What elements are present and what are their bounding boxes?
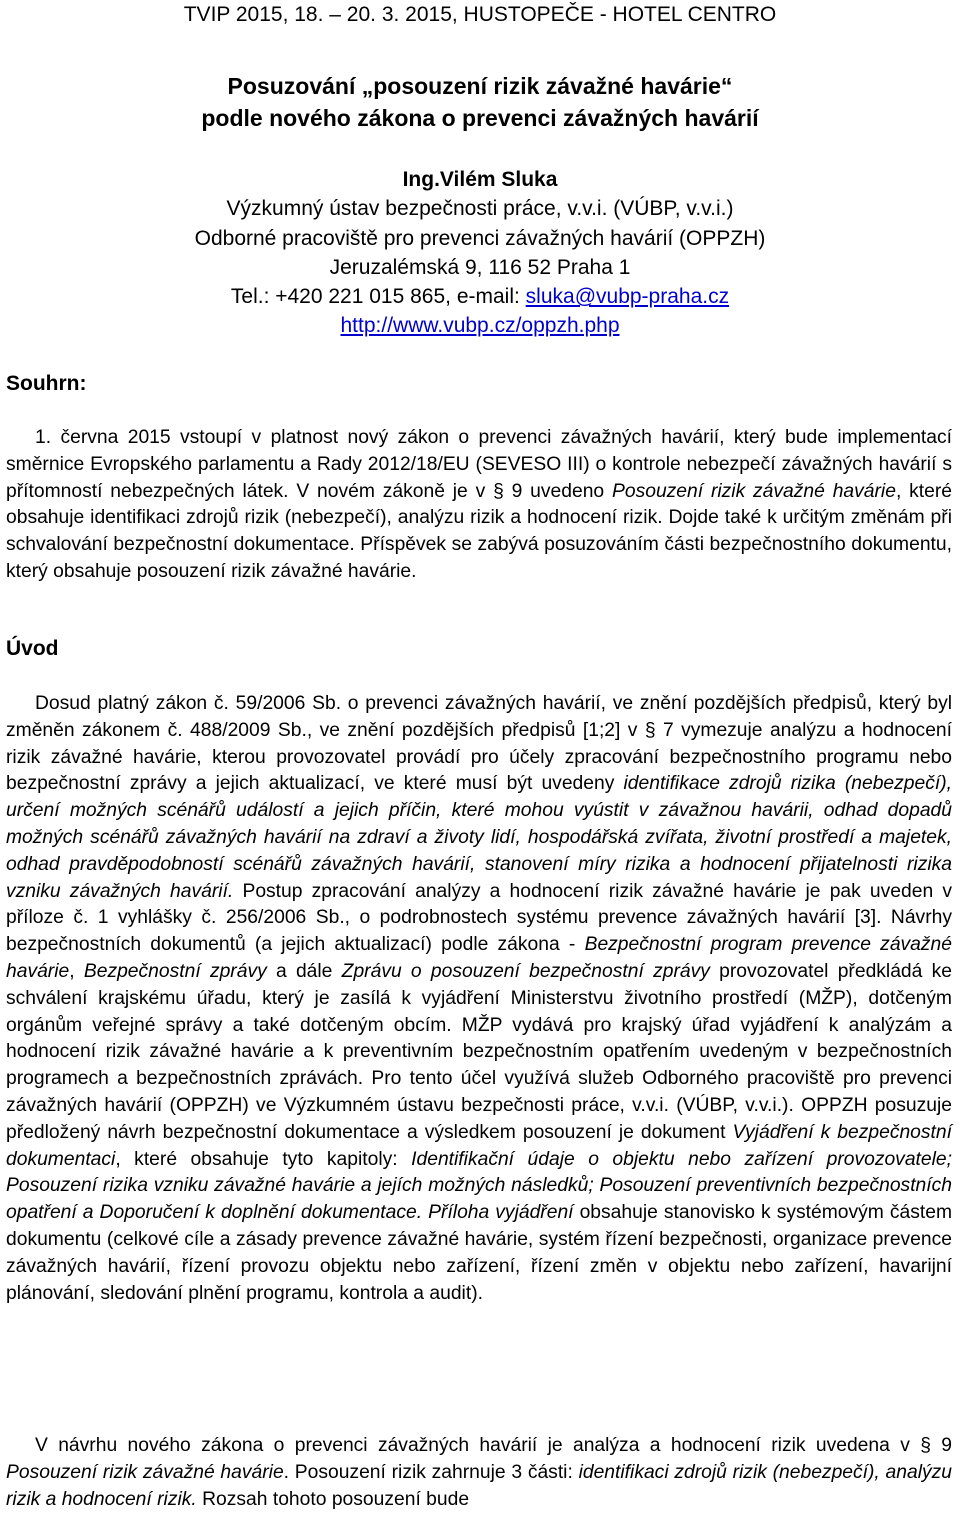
intro-text: . Posouzení rizik zahrnuje 3 části: [283,1461,579,1483]
intro-italic: Posouzení rizik závažné havárie [6,1461,284,1483]
intro-italic: Bezpečnostní zprávy [83,960,267,982]
intro-italic: Bezpečnostní program prevence závažné havárie [6,934,952,982]
intro-italic: Identifikační údaje o objektu nebo zařízení provozovatele; Posouzení rizika vzniku závažné havárie a jejích možných následků; Posouzení preventivních bezpečnostních opatření a Doporučení k doplnění dokumentace. [6,1148,952,1224]
author-address: Jeruzalémská 9, 116 52 Praha 1 [329,255,631,279]
intro-paragraph-1 [6,691,952,1307]
summary-text-1: 1. června 2015 vstoupí v platnost nový zákon o prevenci závažných havárií, který bude implementací směrnice Evropského parlamentu a Rady 2012/18/EU (SEVESO III) o kontrole nebezpečí závažných havárií s přítomností nebezpečných látek. V novém zákoně je v § 9 uvedeno [6,427,952,502]
summary-italic-1: Posouzení rizik závažné havárie [612,480,896,502]
intro-italic: identifikaci zdrojů rizik (nebezpečí), analýzu rizik a hodnocení rizik. [6,1461,952,1510]
intro-text: Dosud platný zákon č. 59/2006 Sb. o prevenci závažných havárií, ve znění pozdějších předpisů, který byl změněn zákonem č. 488/2009 Sb., ve znění pozdějších předpisů [1;2] v § 7 vymezuje analýzu a hodnocení rizik závažné havárie, kterou provozovatel provádí pro účely zpracování bezpečnostního programu nebo bezpečnostní zprávy a jejich aktualizací, ve které musí být uvedeny [6,693,952,795]
summary-heading: Souhrn: [6,372,87,395]
website-link[interactable]: http://www.vubp.cz/oppzh.php [340,314,620,338]
author-contact [0,282,960,311]
conference-header: TVIP 2015, 18. – 20. 3. 2015, HUSTOPEČE - HOTEL CENTRO [183,3,777,26]
author-affiliation-1: Výzkumný ústav bezpečnosti práce, v.v.i. (VÚBP, v.v.i.) [226,197,734,221]
title-line-2: podle nového zákona o prevenci závažných havárií [201,105,759,131]
intro-text: V návrhu nového zákona o prevenci závažných havárií je analýza a hodnocení rizik uvedena v § 9 [35,1435,952,1456]
summary-paragraph [6,425,952,586]
intro-text: , které obsahuje tyto kapitoly: [115,1148,412,1170]
intro-italic: identifikace zdrojů rizika (nebezpečí), určení možných scénářů událostí a jejich příčin, které mohou vyústit v závažnou havárii, odhad dopadů možných scénářů závažných havárií na zdraví a životy lidí, hospodářská zvířata, životní prostředí a majetek, odhad pravděpodobností scénářů závažných havárií, stanovení míry rizika a hodnocení přijatelnosti rizika vzniku závažných havárií. [6,773,953,902]
contact-prefix: Tel.: +420 221 015 865, e-mail: [230,285,526,309]
intro-heading: Úvod [6,637,59,660]
intro-text: , [69,960,84,982]
intro-text: Rozsah tohoto posouzení bude [196,1488,470,1510]
email-link[interactable]: sluka@vubp-praha.cz [525,285,730,309]
author-affiliation-2: Odborné pracoviště pro prevenci závažných havárií (OPPZH) [194,226,766,250]
summary-text-2: , které obsahuje identifikaci zdrojů rizik (nebezpečí), analýzu rizik a hodnocení rizik. Dojde také k určitým změnám při schvalování bezpečnostní dokumentace. Příspěvek se zabývá posuzováním části bezpečnostního dokumentu, který obsahuje posouzení rizik závažné havárie. [6,480,952,582]
url-line [0,311,960,340]
intro-italic: Zprávu o posouzení bezpečnostní zprávy [341,960,710,982]
intro-text: obsahuje stanovisko k systémovým částem dokumentu (celkové cíle a zásady prevence závažné havárie, systém řízení bezpečnosti, organizace prevence závažných havárií, řízení provozu objektu nebo zařízení, řízení změn v objektu nebo zařízení, havarijní plánování, sledování plnění programu, kontrola a audit). [6,1202,953,1304]
intro-italic: Příloha vyjádření [428,1202,574,1224]
intro-italic: Vyjádření k bezpečnostní dokumentaci [6,1121,952,1170]
intro-text: a dále [266,960,342,982]
intro-paragraph-2 [6,1433,952,1513]
intro-text: provozovatel předkládá ke schválení krajskému úřadu, který je zasílá k vyjádření Ministerstvu životního prostředí (MŽP), dotčeným orgánům veřejné správy a také dotčeným obcím. MŽP vydává pro krajský úřad vyjádření k analýzám a hodnocení rizik závažné havárie a k preventivním bezpečnostním opatřením uvedeným v bezpečnostních programech a bezpečnostních zprávách. Pro tento účel využívá služeb Odborného pracoviště pro prevenci závažných havárií (OPPZH) ve Výzkumném ústavu bezpečnosti práce, v.v.i. (VÚBP, v.v.i.). OPPZH posuzuje předložený návrh bezpečnostní dokumentace a výsledkem posouzení je dokument [6,960,952,1143]
title-line-1: Posuzování „posouzení rizik závažné havárie“ [227,73,733,99]
intro-text: Postup zpracování analýzy a hodnocení rizik závažné havárie je pak uveden v příloze č. 1 vyhlášky č. 256/2006 Sb., o podrobnostech systému prevence závažných havárií [3]. Návrhy bezpečnostních dokumentů (a jejich aktualizací) podle zákona - [6,880,952,956]
author-block [0,165,960,341]
paper-title [0,70,960,134]
author-name: Ing.Vilém Sluka [402,168,558,191]
